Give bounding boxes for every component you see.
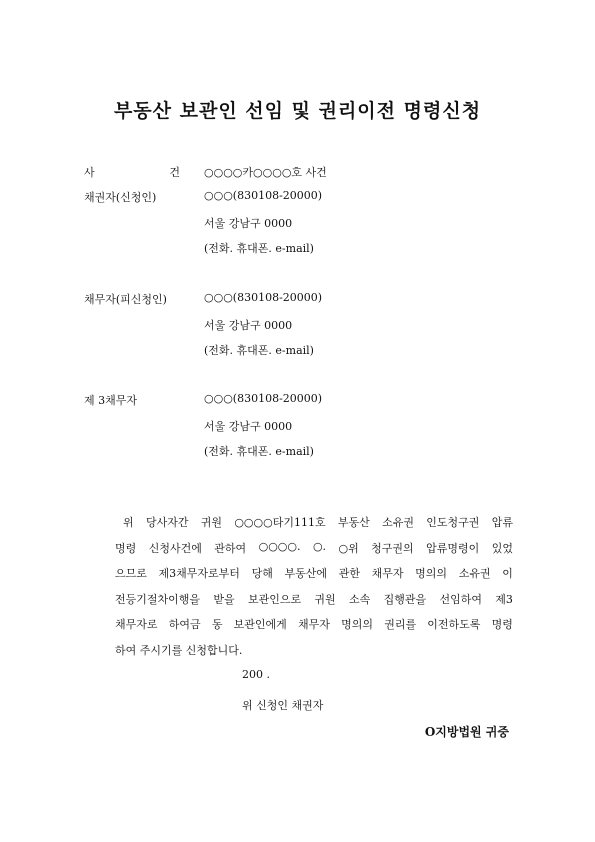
paragraph-word: 귀원 <box>314 592 336 606</box>
creditor-contact: (전화. 휴대폰. e-mail) <box>204 242 314 255</box>
paragraph-word: 명령 <box>491 618 513 632</box>
paragraph-word: 인도청구권 <box>426 516 480 529</box>
creditor-label: 채권자(신청인) <box>84 191 157 204</box>
paragraph-word: ○위 <box>338 541 359 555</box>
case-label-char-2: 건 <box>169 166 180 179</box>
paragraph-word: 압류 <box>491 516 513 529</box>
debtor-section <box>84 291 524 368</box>
paragraph-word: 채무자 <box>371 567 404 581</box>
paragraph-word: 으므로 <box>115 567 147 581</box>
paragraph-word: 이전하도록 <box>427 618 481 632</box>
creditor-name-row <box>84 189 524 215</box>
signer-line: 위 신청인 채권자 <box>242 699 324 712</box>
third-debtor-name-row <box>84 392 524 418</box>
debtor-name-row <box>84 291 524 317</box>
paragraph-line <box>115 565 513 591</box>
paragraph-word: 있었 <box>491 541 513 555</box>
third-debtor-contact: (전화. 휴대폰. e-mail) <box>204 445 314 458</box>
paragraph-word: ○. <box>312 539 327 553</box>
paragraph-word: 청구권의 <box>371 541 414 555</box>
paragraph-word: 전등기절차이행을 <box>115 592 201 606</box>
paragraph-word: 위 <box>123 516 134 529</box>
debtor-contact: (전화. 휴대폰. e-mail) <box>204 344 314 357</box>
paragraph-word: 제3채무자로부터 <box>158 567 240 581</box>
paragraph-line <box>115 642 513 668</box>
paragraph-word: 주시기를 <box>139 643 183 657</box>
case-label <box>84 164 180 180</box>
request-paragraph <box>115 514 513 668</box>
creditor-section <box>84 189 524 266</box>
creditor-contact-row <box>84 240 524 266</box>
debtor-address-row <box>84 317 524 343</box>
paragraph-word: ○○○○타기111호 <box>234 516 326 529</box>
paragraph-word: 명령 <box>115 541 137 555</box>
paragraph-word: 보관인에게 <box>233 618 287 632</box>
third-debtor-label: 제 3채무자 <box>84 394 137 407</box>
paragraph-word: 명의의 <box>415 567 448 581</box>
paragraph-word: 부동산에 <box>284 567 328 581</box>
third-debtor-address-row <box>84 418 524 444</box>
paragraph-word: 소유권 <box>382 516 414 529</box>
paragraph-line <box>115 616 513 642</box>
paragraph-word: 채무자로 <box>115 618 158 632</box>
third-debtor-section <box>84 392 524 469</box>
creditor-address: 서울 강남구 0000 <box>204 216 293 230</box>
case-section <box>84 164 524 190</box>
paragraph-line <box>115 591 513 617</box>
paragraph-word: 하여 <box>115 643 137 657</box>
paragraph-word: 받을 <box>213 592 235 606</box>
third-debtor-name: ○○○(830108-20000) <box>204 392 323 405</box>
debtor-address: 서울 강남구 0000 <box>204 318 293 332</box>
paragraph-word: 명의의 <box>341 618 373 632</box>
paragraph-word: 보관인으로 <box>247 592 302 606</box>
third-debtor-address: 서울 강남구 0000 <box>204 419 293 433</box>
paragraph-line <box>115 514 513 540</box>
creditor-address-row <box>84 215 524 241</box>
paragraph-word: 권리를 <box>384 618 417 632</box>
paragraph-word: 신청사건에 <box>148 541 202 555</box>
debtor-contact-row <box>84 342 524 368</box>
third-debtor-contact-row <box>84 443 524 469</box>
paragraph-word: 압류명령이 <box>426 541 480 555</box>
debtor-name: ○○○(830108-20000) <box>204 291 323 304</box>
case-row <box>84 164 524 190</box>
paragraph-word: 하여금 <box>168 618 201 632</box>
paragraph-word: 당사자간 <box>145 516 189 529</box>
paragraph-word: 이 <box>502 567 513 581</box>
paragraph-word: 관하여 <box>214 541 247 555</box>
paragraph-word: 관한 <box>338 567 360 581</box>
paragraph-word: 채무자 <box>298 618 330 632</box>
paragraph-word: 신청합니다. <box>185 643 243 657</box>
paragraph-word: 선임하여 <box>439 592 482 606</box>
paragraph-word: 당해 <box>251 567 273 581</box>
paragraph-word: 소속 <box>349 592 371 606</box>
paragraph-word: 귀원 <box>200 516 223 529</box>
case-label-char-1: 사 <box>84 166 95 179</box>
paragraph-word: 제3 <box>495 592 513 606</box>
creditor-name: ○○○(830108-20000) <box>204 189 323 202</box>
paragraph-word: 부동산 <box>337 516 370 529</box>
case-number: ○○○○카○○○○호 사건 <box>204 166 327 179</box>
paragraph-line <box>115 540 513 566</box>
paragraph-word: 소유권 <box>458 567 491 581</box>
court-addressee: O지방법원 귀중 <box>424 725 509 739</box>
paragraph-word: 동 <box>211 618 223 632</box>
paragraph-word: 집행관을 <box>383 592 427 606</box>
debtor-label: 채무자(피신청인) <box>84 293 167 306</box>
document-title: 부동산 보관인 선임 및 권리이전 명령신청 <box>113 100 482 122</box>
paragraph-word: ○○○○. <box>258 539 301 553</box>
filing-date: 200 . <box>242 668 270 681</box>
